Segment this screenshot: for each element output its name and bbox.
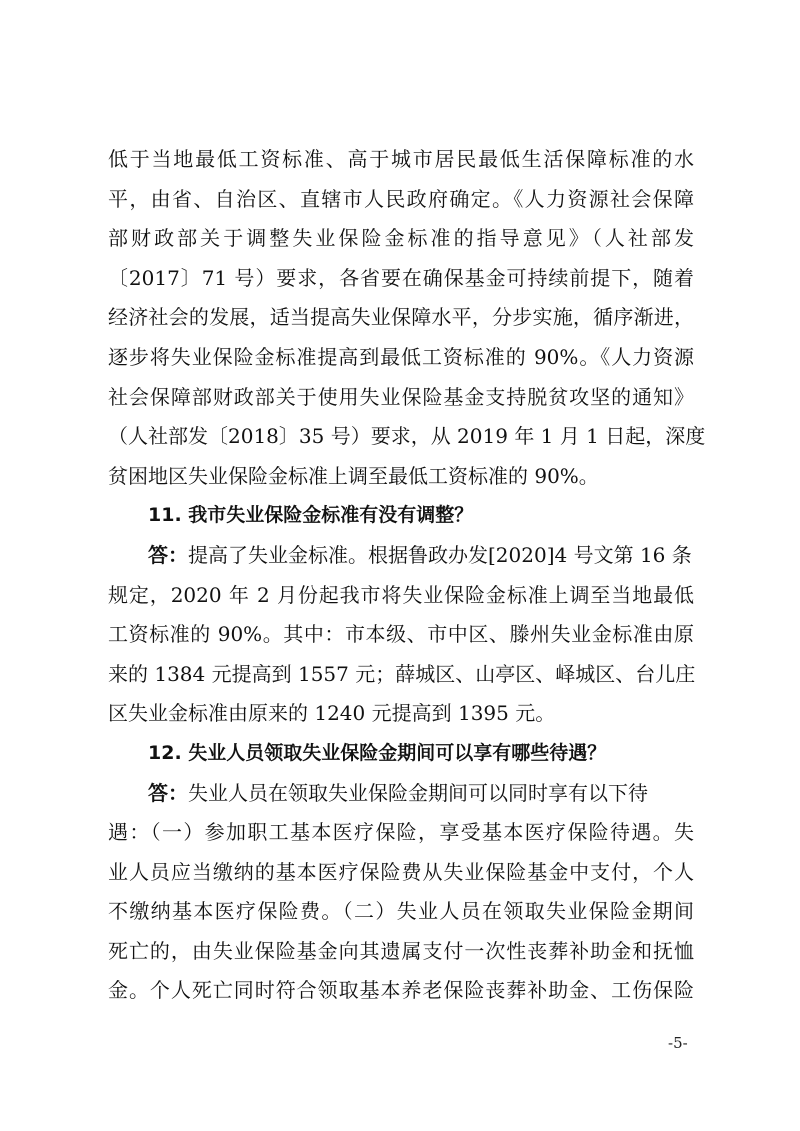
answer-label: 答：	[148, 780, 188, 805]
answer-text: 失业人员在领取失业保险金期间可以同时享有以下待	[188, 780, 648, 805]
paragraph-line: 〔2017〕71 号）要求，各省要在确保基金可持续前提下，随着	[108, 265, 694, 290]
answer-label: 答：	[148, 542, 188, 567]
answer-11-line: 来的 1384 元提高到 1557 元；薛城区、山亭区、峄城区、台儿庄	[108, 661, 696, 686]
answer-11-line: 工资标准的 90%。其中：市本级、市中区、滕州失业金标准由原	[108, 622, 694, 647]
answer-11-line: 区失业金标准由原来的 1240 元提高到 1395 元。	[108, 701, 556, 726]
paragraph-line: 部财政部关于调整失业保险金标准的指导意见》（人社部发	[108, 226, 694, 251]
answer-12-line: 业人员应当缴纳的基本医疗保险费从失业保险基金中支付，个人	[108, 859, 694, 884]
page-number: -5-	[668, 1034, 688, 1052]
paragraph-line: 逐步将失业保险金标准提高到最低工资标准的 90%。《人力资源	[108, 344, 694, 369]
paragraph-line: 经济社会的发展，适当提高失业保障水平，分步实施，循序渐进，	[108, 305, 694, 330]
answer-12-first-line	[108, 774, 694, 814]
answer-11-line: 规定，2020 年 2 月份起我市将失业保险金标准上调至当地最低	[108, 582, 694, 607]
answer-12-line: 金。个人死亡同时符合领取基本养老保险丧葬补助金、工伤保险	[108, 978, 694, 1003]
answer-text: 提高了失业金标准。根据鲁政办发[2020]4 号文第 16 条	[188, 542, 692, 567]
paragraph-line: 贫困地区失业保险金标准上调至最低工资标准的 90%。	[108, 463, 599, 488]
paragraph-line: （人社部发〔2018〕35 号）要求，从 2019 年 1 月 1 日起，深度	[108, 424, 706, 449]
document-body	[108, 140, 706, 1011]
paragraph-line: 低于当地最低工资标准、高于城市居民最低生活保障标准的水	[108, 147, 694, 171]
answer-12-line: 不缴纳基本医疗保险费。（二）失业人员在领取失业保险金期间	[108, 899, 694, 924]
answer-12-line: 死亡的，由失业保险基金向其遗属支付一次性丧葬补助金和抚恤	[108, 938, 694, 963]
question-11-heading: 11. 我市失业保险金标准有没有调整？	[148, 504, 474, 527]
answer-12-line: 遇：（一）参加职工基本医疗保险，享受基本医疗保险待遇。失	[108, 820, 694, 845]
paragraph-line: 社会保障部财政部关于使用失业保险基金支持脱贫攻坚的通知》	[108, 384, 694, 409]
question-12-heading: 12. 失业人员领取失业保险金期间可以享有哪些待遇？	[148, 741, 607, 764]
answer-11-first-line	[108, 536, 694, 576]
paragraph-line: 平，由省、自治区、直辖市人民政府确定。《人力资源社会保障	[108, 186, 694, 211]
